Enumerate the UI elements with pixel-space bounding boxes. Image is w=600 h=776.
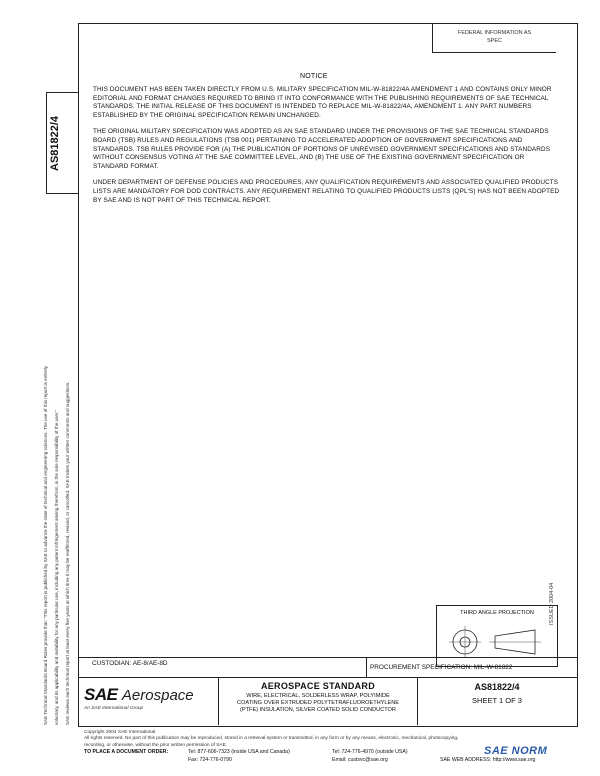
projection-label: THIRD ANGLE PROJECTION: [460, 610, 534, 616]
federal-info-box: [432, 23, 556, 53]
standard-title: AEROSPACE STANDARD: [260, 681, 376, 691]
federal-info-line1: FEDERAL INFORMATION AS: [457, 30, 532, 36]
document-code-vertical: AS81822/4: [49, 115, 61, 171]
issued-date: ISSUED 2004-04: [549, 582, 555, 625]
standard-desc-line: COATING OVER EXTRUDED POLYTETRAFLUOROETHYLENE: [236, 700, 400, 706]
notice-paragraph: UNDER DEPARTMENT OF DEFENSE POLICIES AND PROCEDURES, ANY QUALIFICATION REQUIREMENTS AND ASSOCIATED QUALIFIED PRODUCTS LISTS ARE MANDATORY FOR DOD CONTRACTS. ANY REQUIREMENT RELATING TO QUALIFIED PRODUCTS LISTS (QPL'S) HAS NOT BEEN ADOPTED BY SAE AND IS NOT PART OF THIS TECHNICAL REPORT.: [93, 179, 560, 204]
footer-rights: All rights reserved. No part of this publication may be reproduced, stored in a retrieval system or transmitted, in any form or by any means, electronic, mechanical, photocopying,: [84, 736, 459, 742]
logo-sae: SAE: [84, 685, 118, 704]
separator-vertical: [366, 657, 367, 677]
notice-title: NOTICE: [300, 73, 328, 80]
document-number: AS81822/4: [474, 682, 520, 692]
notice-paragraph: THIS DOCUMENT HAS BEEN TAKEN DIRECTLY FROM U.S. MILITARY SPECIFICATION MIL-W-81822/4A AMENDMENT 1 AND CONTAINS ONLY MINOR EDITORIAL AND FORMAT CHANGES REQUIRED TO BRING IT INTO CONFORMANCE WITH THE PUBLISHING REQUIREMENTS OF SAE TECHNICAL STANDARDS. THE INITIAL RELEASE OF THIS DOCUMENT IS INTENDED TO REPLACE MIL-W-81822/4A, AMENDMENT 1. ANY PART NUMBERS ESTABLISHED BY THE ORIGINAL SPECIFICATION REMAIN UNCHANGED.: [93, 86, 552, 119]
procurement-spec: PROCUREMENT SPECIFICATION: MIL-W-81822: [370, 664, 513, 671]
side-note-line2: voluntary, and its applicability and suitability for any particular use, including any patent infringement arising therefrom, is the sole responsibility of the user.": [54, 409, 59, 725]
logo-subtitle: An SAE International Group: [84, 706, 144, 711]
separator-line: [78, 657, 577, 658]
notice-paragraph: THE ORIGINAL MILITARY SPECIFICATION WAS ADOPTED AS AN SAE STANDARD UNDER THE PROVISIONS OF THE SAE TECHNICAL STANDARDS BOARD (TSB) RULES AND REGULATIONS (TSB 001) PERTAINING TO ACCELERATED ADOPTION OF GOVERNMENT SPECIFICATIONS AND STANDARDS. TSB RULES PROVIDE FOR (A) THE PUBLICATION OF PORTIONS OF UNREVISED GOVERNMENT SPECIFICATIONS AND STANDARDS WITHOUT CONSENSUS VOTING AT THE SAE COMMITTEE LEVEL, AND (B) THE USE OF THE EXISTING GOVERNMENT SPECIFICATION OR STANDARD FORMAT.: [93, 128, 551, 170]
order-label: TO PLACE A DOCUMENT ORDER:: [84, 749, 169, 755]
logo-aerospace: Aerospace: [121, 687, 194, 704]
sae-web-address[interactable]: SAE WEB ADDRESS: http://www.sae.org: [440, 757, 536, 763]
standard-desc-line: WIRE, ELECTRICAL, SOLDERLESS WRAP, POLYIMIDE: [246, 693, 390, 699]
order-tel-1: Tel: 877-606-7323 (inside USA and Canada): [188, 749, 290, 755]
standard-title-block: [218, 678, 418, 725]
federal-info-line2: SPEC: [487, 38, 502, 44]
notice-body: [93, 86, 561, 213]
custodian: CUSTODIAN: AE-8/AE-8D: [92, 660, 168, 667]
order-email[interactable]: Email: custsvc@sae.org: [332, 757, 388, 763]
side-note: [42, 185, 72, 725]
sae-norm-watermark: [484, 741, 594, 771]
side-note-line3: SAE reviews each technical report at least every five years at which time it may be reaffirmed, revised, or cancelled. SAE invites your written comments and suggestions.: [65, 381, 70, 725]
order-fax: Fax: 724-776-0790: [188, 757, 232, 763]
standard-desc-line: (PTFE) INSULATION, SILVER COATED SOLID CONDUCTOR: [240, 707, 396, 713]
projection-symbol-icon: [449, 624, 545, 660]
document-number-block: [422, 682, 572, 705]
order-tel-2: Tel: 724-776-4970 (outside USA): [332, 749, 408, 755]
footer-rights2: recording, or otherwise, without the prior written permission of SAE.: [84, 742, 228, 748]
watermark-text: SAE NORM: [484, 745, 548, 757]
sheet-number: SHEET 1 OF 3: [472, 696, 522, 705]
sae-aerospace-logo: [84, 685, 214, 721]
standard-description: [219, 693, 417, 714]
side-note-line1: SAE Technical Standards Board Rules provide that: "This report is published by SAE to advance the state of technical and engineering sciences. The use of this report is entirely: [43, 366, 48, 725]
footer-copyright: Copyright 2004 SAE International: [84, 730, 156, 735]
